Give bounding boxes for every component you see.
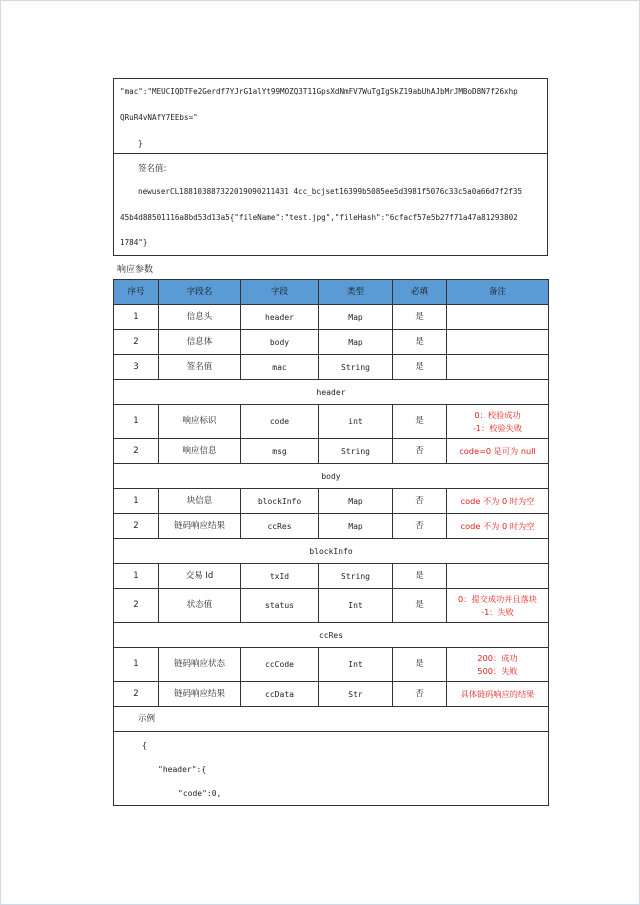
cell-name: 链码响应结果 xyxy=(159,682,241,707)
table-row xyxy=(114,514,549,539)
cell-required: 是 xyxy=(393,355,447,380)
code-line: newuserCL188103887322019090211431 4cc_bcjset16399b5085ee5d3981f5076c33c5a0a66d7f2f35 xyxy=(138,187,523,196)
group-row-body xyxy=(114,464,549,489)
cell-field: blockInfo xyxy=(241,489,319,514)
cell-name: 响应信息 xyxy=(159,439,241,464)
cell-name: 响应标识 xyxy=(159,405,241,439)
example-title: 示例 xyxy=(114,707,549,732)
cell-type: Map xyxy=(319,514,393,539)
column-header: 字段 xyxy=(241,280,319,305)
group-row-header xyxy=(114,380,549,405)
cell-field: status xyxy=(241,589,319,623)
group-title: blockInfo xyxy=(114,539,549,564)
code-line: "code":0, xyxy=(178,789,222,798)
cell-note: 具体链码响应的结果 xyxy=(447,682,549,707)
cell-required: 否 xyxy=(393,439,447,464)
group-title: body xyxy=(114,464,549,489)
table-header-row xyxy=(114,280,549,305)
cell-no: 2 xyxy=(114,330,159,355)
cell-no: 1 xyxy=(114,648,159,682)
column-header: 字段名 xyxy=(159,280,241,305)
code-line: "header":{ xyxy=(158,765,207,774)
cell-field: txId xyxy=(241,564,319,589)
cell-required: 是 xyxy=(393,305,447,330)
cell-no: 2 xyxy=(114,514,159,539)
note-line: -1：校验失败 xyxy=(472,422,523,433)
note-line: -1：失败 xyxy=(481,606,514,617)
cell-note xyxy=(447,564,549,589)
cell-required: 是 xyxy=(393,648,447,682)
example-code xyxy=(114,732,549,806)
cell-required: 否 xyxy=(393,682,447,707)
cell-required: 是 xyxy=(393,564,447,589)
cell-name: 签名值 xyxy=(159,355,241,380)
column-header: 备注 xyxy=(447,280,549,305)
cell-note: code 不为 0 时为空 xyxy=(447,514,549,539)
cell-field: ccCode xyxy=(241,648,319,682)
cell-type: Int xyxy=(319,589,393,623)
group-row-ccres xyxy=(114,623,549,648)
table-row xyxy=(114,489,549,514)
table-row xyxy=(114,330,549,355)
table-row xyxy=(114,405,549,439)
cell-name: 信息体 xyxy=(159,330,241,355)
cell-note: code 不为 0 时为空 xyxy=(447,489,549,514)
cell-no: 1 xyxy=(114,564,159,589)
cell-name: 块信息 xyxy=(159,489,241,514)
cell-type: String xyxy=(319,439,393,464)
table-row xyxy=(114,648,549,682)
cell-required: 否 xyxy=(393,489,447,514)
cell-type: int xyxy=(319,405,393,439)
cell-note xyxy=(447,330,549,355)
cell-required: 是 xyxy=(393,330,447,355)
code-snippet-mac xyxy=(113,78,548,155)
cell-field: mac xyxy=(241,355,319,380)
cell-type: String xyxy=(319,355,393,380)
column-header: 序号 xyxy=(114,280,159,305)
code-line: { xyxy=(142,741,147,750)
section-title-response-params: 响应参数 xyxy=(117,265,154,275)
cell-type: Int xyxy=(319,648,393,682)
cell-no: 2 xyxy=(114,589,159,623)
cell-no: 2 xyxy=(114,439,159,464)
cell-field: ccRes xyxy=(241,514,319,539)
cell-note: code=0 是可为 null xyxy=(447,439,549,464)
group-row-blockinfo xyxy=(114,539,549,564)
code-line: 1784"} xyxy=(120,238,148,247)
cell-note xyxy=(447,589,549,623)
table-row xyxy=(114,439,549,464)
cell-type: Map xyxy=(319,330,393,355)
cell-field: ccData xyxy=(241,682,319,707)
group-title: header xyxy=(114,380,549,405)
cell-no: 1 xyxy=(114,305,159,330)
example-body-row xyxy=(114,732,549,806)
cell-required: 是 xyxy=(393,589,447,623)
signature-title: 签名值: xyxy=(138,164,167,174)
cell-note xyxy=(447,405,549,439)
column-header: 必填 xyxy=(393,280,447,305)
cell-name: 状态值 xyxy=(159,589,241,623)
note-line: 200：成功 xyxy=(477,652,518,663)
cell-required: 否 xyxy=(393,514,447,539)
cell-no: 3 xyxy=(114,355,159,380)
signature-box xyxy=(113,153,548,256)
code-line: 45b4d88501116a8bd53d13a5{"fileName":"test.jpg","fileHash":"6cfacf57e5b27f71a47a81293802 xyxy=(120,213,518,222)
cell-note xyxy=(447,355,549,380)
code-line: QRuR4vNAfY7EEbs=" xyxy=(120,113,198,122)
cell-name: 链码响应结果 xyxy=(159,514,241,539)
cell-note xyxy=(447,648,549,682)
cell-type: Str xyxy=(319,682,393,707)
cell-note xyxy=(447,305,549,330)
table-row xyxy=(114,682,549,707)
cell-field: code xyxy=(241,405,319,439)
cell-name: 链码响应状态 xyxy=(159,648,241,682)
column-header: 类型 xyxy=(319,280,393,305)
table-row xyxy=(114,355,549,380)
code-line: "mac":"MEUCIQDTFe2Gerdf7YJrG1alYt99MOZQ3T11GpsXdNmFV7WuTgIgSkZ19abUhAJbMrJMBoD8N7f26xhp xyxy=(120,87,518,96)
cell-no: 2 xyxy=(114,682,159,707)
cell-type: String xyxy=(319,564,393,589)
code-line: } xyxy=(138,139,143,148)
note-line: 0：提交成功并且落块 xyxy=(458,593,537,604)
cell-required: 是 xyxy=(393,405,447,439)
cell-no: 1 xyxy=(114,489,159,514)
table-row xyxy=(114,589,549,623)
response-params-table xyxy=(113,279,549,806)
group-title: ccRes xyxy=(114,623,549,648)
table-row xyxy=(114,305,549,330)
cell-type: Map xyxy=(319,305,393,330)
cell-type: Map xyxy=(319,489,393,514)
table-row xyxy=(114,564,549,589)
cell-field: body xyxy=(241,330,319,355)
cell-field: header xyxy=(241,305,319,330)
cell-name: 交易 Id xyxy=(159,564,241,589)
cell-name: 信息头 xyxy=(159,305,241,330)
note-line: 500：失败 xyxy=(477,665,518,676)
note-line: 0：校验成功 xyxy=(474,409,521,420)
cell-no: 1 xyxy=(114,405,159,439)
example-title-row xyxy=(114,707,549,732)
cell-field: msg xyxy=(241,439,319,464)
